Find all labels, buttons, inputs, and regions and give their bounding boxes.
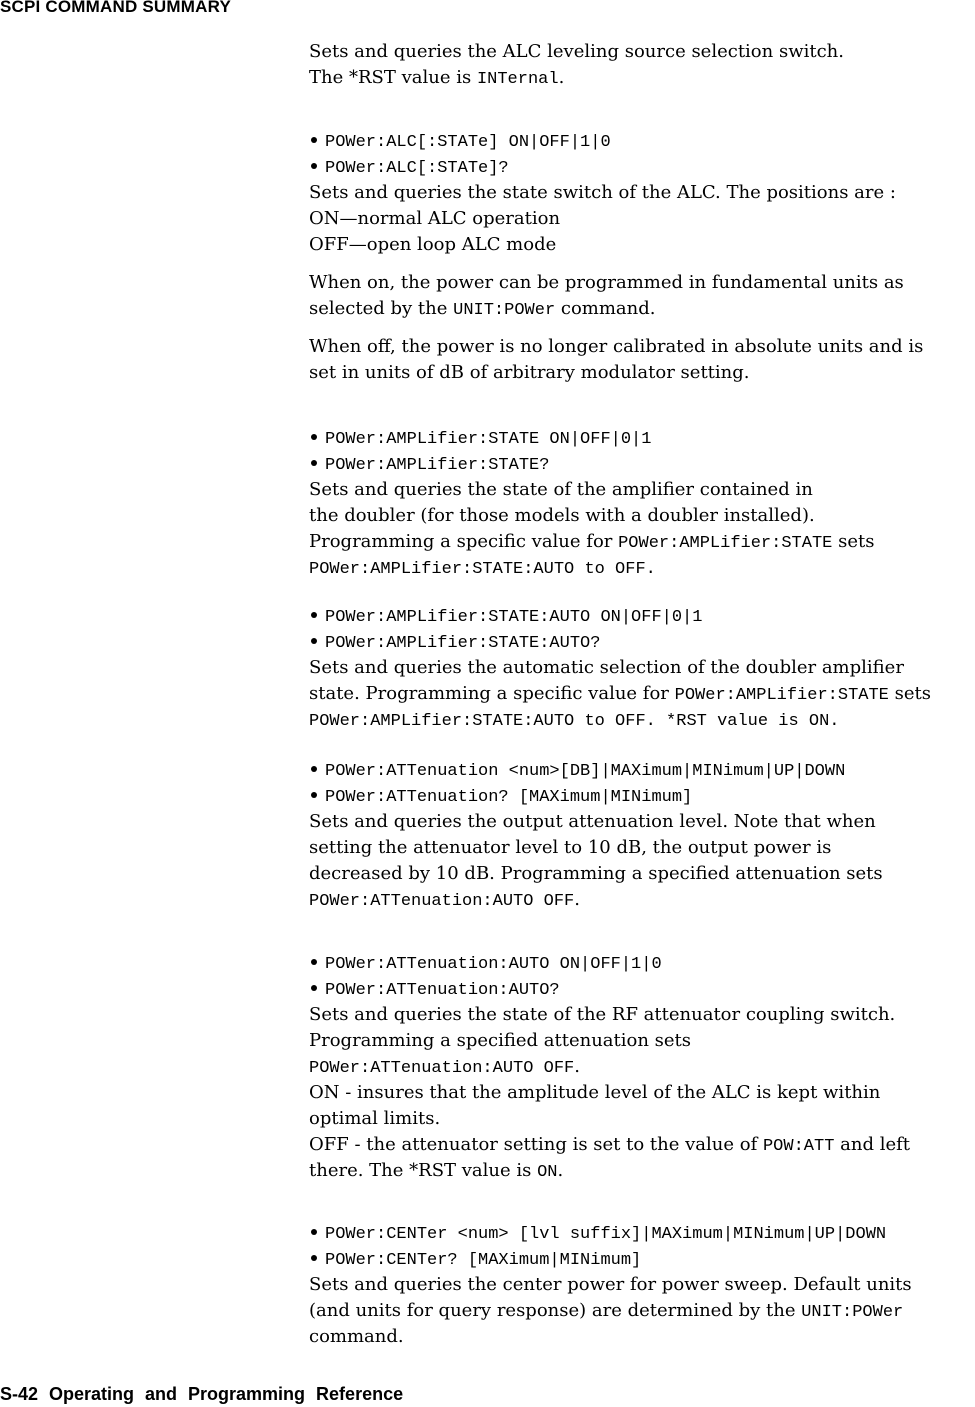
command-text: POWer:AMPLifier:STATE ON|OFF|0|1 [325,430,652,449]
body-text: state. Programming a specific value for [309,683,675,704]
command-text: UNIT:POWer [801,1303,904,1322]
text-line [309,39,844,65]
bullet-icon [311,137,317,143]
bullet-icon [311,766,317,772]
body-text: . [557,1160,564,1181]
body-text: When on, the power can be programmed in fundamental units as [309,272,904,293]
text-line [309,232,556,258]
command-text: POWer:ALC[:STATe] ON|OFF|1|0 [325,133,611,152]
text-line [309,887,580,913]
text-line [309,809,876,835]
command-text: POWer:AMPLifier:STATE:AUTO ON|OFF|0|1 [325,608,703,627]
body-text: The *RST value is [309,67,477,88]
bullet-icon [311,638,317,644]
command-line [309,1220,886,1246]
bullet-icon [311,1229,317,1235]
text-line [309,334,923,360]
bullet-icon [311,985,317,991]
text-line [309,1080,880,1106]
command-line [309,629,600,655]
command-text: POWer:AMPLifier:STATE:AUTO to OFF. [309,560,656,579]
body-text: sets [832,531,875,552]
body-text: . [574,889,580,910]
command-line [309,976,560,1002]
text-line [309,655,904,681]
body-text: setting the attenuator level to 10 dB, the output power is [309,837,832,858]
text-line [309,360,750,386]
text-line [309,180,896,206]
body-text: OFF—open loop ALC mode [309,234,557,255]
body-text: ON - insures that the amplitude level of the ALC is kept within [309,1082,881,1103]
command-line [309,128,611,154]
text-line [309,477,813,503]
text-line [309,65,564,91]
page-header: SCPI COMMAND SUMMARY [0,0,231,16]
text-line [309,1324,404,1350]
text-line [309,206,560,232]
body-text: When off, the power is no longer calibrated in absolute units and is [309,336,924,357]
text-line [309,1158,563,1184]
bullet-icon [311,434,317,440]
command-text: POWer:AMPLifier:STATE:AUTO to OFF. *RST value is ON. [309,712,840,731]
command-line [309,757,845,783]
text-line [309,861,883,887]
body-text: Sets and queries the state switch of the ALC. The positions are : [309,182,896,203]
text-line [309,1054,580,1080]
command-text: POWer:CENTer <num> [lvl suffix]|MAXimum|MINimum|UP|DOWN [325,1225,887,1244]
command-text: POWer:AMPLifier:STATE [674,686,889,705]
command-text: POWer:AMPLifier:STATE [618,534,833,553]
body-text: command. [309,1326,404,1347]
body-text: there. The *RST value is [309,1160,538,1181]
text-line [309,681,931,707]
text-line [309,1028,691,1054]
command-line [309,1246,641,1272]
text-line [309,1298,903,1324]
page-footer: S-42 Operating and Programming Reference [0,1384,404,1404]
body-text: set in units of dB of arbitrary modulator setting. [309,362,750,383]
body-text: (and units for query response) are determined by the [309,1300,802,1321]
body-text: decreased by 10 dB. Programming a specified attenuation sets [309,863,883,884]
command-text: INTernal [476,70,559,89]
body-text: . [574,1056,580,1077]
command-line [309,950,662,976]
body-text: Sets and queries the output attenuation level. Note that when [309,811,876,832]
body-text: Programming a specific value for [309,531,619,552]
bullet-icon [311,959,317,965]
text-line [309,1132,910,1158]
command-line [309,425,651,451]
text-line [309,555,656,581]
body-text: Programming a specified attenuation sets [309,1030,692,1051]
text-line [309,503,815,529]
body-text: optimal limits. [309,1108,441,1129]
command-text: POWer:ATTenuation:AUTO OFF [309,1059,575,1078]
command-text: POWer:ATTenuation:AUTO ON|OFF|1|0 [325,955,662,974]
command-text: POWer:ATTenuation:AUTO? [325,981,560,1000]
text-line [309,270,904,296]
command-text: POWer:AMPLifier:STATE? [325,456,550,475]
command-line [309,154,509,180]
body-text: selected by the [309,298,454,319]
body-text: OFF - the attenuator setting is set to the value of [309,1134,763,1155]
command-text: POWer:ATTenuation:AUTO OFF [309,892,575,911]
text-line [309,707,840,733]
body-text: Sets and queries the state of the RF attenuator coupling switch. [309,1004,896,1025]
text-line [309,1002,895,1028]
bullet-icon [311,612,317,618]
body-text: the doubler (for those models with a doubler installed). [309,505,815,526]
command-line [309,603,702,629]
body-text: Sets and queries the ALC leveling source selection switch. [309,41,844,62]
text-line [309,1106,440,1132]
command-text: POW:ATT [762,1137,835,1156]
command-text: POWer:CENTer? [MAXimum|MINimum] [325,1251,642,1270]
command-text: POWer:AMPLifier:STATE:AUTO? [325,634,601,653]
body-text: command. [555,298,656,319]
text-line [309,296,656,322]
body-text: Sets and queries the center power for power sweep. Default units [309,1274,912,1295]
command-line [309,783,692,809]
command-text: ON [537,1163,558,1182]
body-text: sets [888,683,931,704]
text-line [309,1272,912,1298]
command-text: POWer:ATTenuation? [MAXimum|MINimum] [325,788,693,807]
command-text: UNIT:POWer [453,301,556,320]
body-text: Sets and queries the state of the amplifier contained in [309,479,813,500]
command-text: POWer:ALC[:STATe]? [325,159,509,178]
bullet-icon [311,460,317,466]
bullet-icon [311,163,317,169]
command-line [309,451,549,477]
body-text: . [558,67,565,88]
bullet-icon [311,792,317,798]
text-line [309,529,874,555]
bullet-icon [311,1255,317,1261]
text-line [309,835,831,861]
body-text: ON—normal ALC operation [309,208,561,229]
body-text: and left [834,1134,911,1155]
body-text: Sets and queries the automatic selection of the doubler amplifier [309,657,904,678]
command-text: POWer:ATTenuation <num>[DB]|MAXimum|MINimum|UP|DOWN [325,762,846,781]
